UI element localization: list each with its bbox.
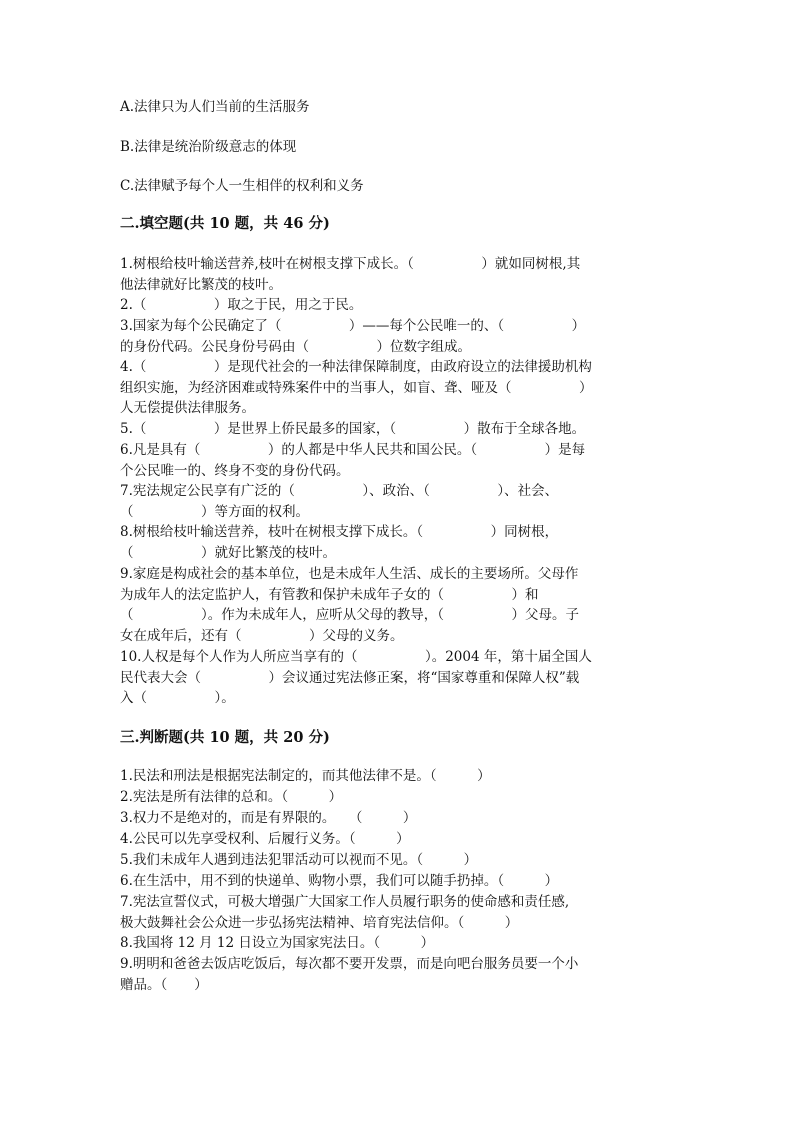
- question-line: 4.（ ）是现代社会的一种法律保障制度，由政府设立的法律援助机构: [120, 359, 592, 375]
- judge-question-1: [120, 766, 680, 787]
- question-line: 9.家庭是构成社会的基本单位，也是未成年人生活、成长的主要场所。父母作: [120, 566, 579, 582]
- judge-question-2: [120, 787, 680, 808]
- question-line: 2.宪法是所有法律的总和。（ ）: [120, 789, 343, 805]
- section-heading-fill-blank: 二.填空题(共 10 题，共 46 分): [120, 215, 330, 232]
- question-line: 组织实施，为经济困难或特殊案件中的当事人，如盲、聋、哑及（ ）: [120, 379, 593, 396]
- question-line: 1.民法和刑法是根据宪法制定的，而其他法律不是。（ ）: [120, 768, 491, 784]
- judge-question-5: [120, 850, 680, 871]
- question-line: 4.公民可以先享受权利、后履行义务。（ ）: [120, 831, 410, 847]
- question-line: 3.权力不是绝对的，而是有界限的。 （ ）: [120, 810, 417, 826]
- fill-question-6: [120, 440, 680, 481]
- fill-question-10: [120, 647, 680, 709]
- fill-question-2: [120, 295, 680, 316]
- question-line: 的身份代码。公民身份号码由（ ）位数字组成。: [120, 338, 471, 355]
- question-line: 7.宪法宣誓仪式，可极大增强广大国家工作人员履行职务的使命感和责任感,: [120, 894, 570, 910]
- question-line: 8.树根给枝叶输送营养，枝叶在树根支撑下成长。（ ）同树根，: [120, 524, 559, 540]
- judge-question-4: [120, 829, 680, 850]
- question-line: 6.凡是具有（ ）的人都是中华人民共和国公民。（ ）是每: [120, 442, 586, 458]
- question-line: 赠品。（ ）: [120, 976, 208, 993]
- option-a: A.法律只为人们当前的生活服务: [120, 99, 310, 115]
- question-line: 9.明明和爸爸去饭店吃饭后，每次都不要开发票，而是向吧台服务员要一个小: [120, 956, 579, 972]
- fill-question-7: [120, 481, 680, 522]
- judge-question-6: [120, 871, 680, 892]
- question-line: 个公民唯一的、终身不变的身份代码。: [120, 462, 350, 479]
- option-b: B.法律是统治阶级意志的体现: [120, 139, 297, 155]
- question-line: 人无偿提供法律服务。: [120, 400, 255, 417]
- question-line: 1.树根给枝叶输送营养,枝叶在树根支撑下成长。（ ）就如同树根,其: [120, 256, 581, 272]
- fill-question-5: [120, 419, 680, 440]
- judge-question-3: [120, 808, 680, 829]
- question-line: 入（ ）。: [120, 690, 235, 707]
- question-line: 为成年人的法定监护人，有管教和保护未成年子女的（ ）和: [120, 586, 539, 603]
- question-line: 10.人权是每个人作为人所应当享有的（ ）。2004 年，第十届全国人: [120, 649, 592, 665]
- judge-question-8: [120, 933, 680, 954]
- question-line: 女在成年后，还有（ ）父母的义务。: [120, 627, 404, 644]
- question-line: （ ）等方面的权利。: [120, 503, 309, 520]
- fill-question-4: [120, 357, 680, 419]
- question-line: 5.（ ）是世界上侨民最多的国家，（ ）散布于全球各地。: [120, 421, 586, 437]
- question-line: 3.国家为每个公民确定了（ ）——每个公民唯一的、（ ）: [120, 318, 586, 334]
- question-line: 他法律就好比繁茂的枝叶。: [120, 276, 282, 293]
- question-line: （ ）。作为未成年人，应听从父母的教导，（ ）父母。子: [120, 607, 579, 624]
- question-line: 2.（ ）取之于民，用之于民。: [120, 297, 363, 313]
- question-line: 极大鼓舞社会公众进一步弘扬宪法精神、培育宪法信仰。（ ）: [120, 914, 519, 931]
- question-line: 5.我们未成年人遇到违法犯罪活动可以视而不见。（ ）: [120, 852, 478, 868]
- question-line: 6.在生活中，用不到的快递单、购物小票，我们可以随手扔掉。（ ）: [120, 873, 559, 889]
- option-c: C.法律赋予每个人一生相伴的权利和义务: [120, 178, 364, 194]
- fill-question-1: [120, 254, 680, 295]
- fill-question-8: [120, 522, 680, 563]
- judge-question-9: [120, 954, 680, 995]
- question-line: 7.宪法规定公民享有广泛的（ ）、政治、（ ）、社会、: [120, 483, 559, 499]
- question-line: 民代表大会（ ）会议通过宪法修正案，将“国家尊重和保障人权”载: [120, 669, 580, 686]
- question-line: 8.我国将 12 月 12 日设立为国家宪法日。（ ）: [120, 935, 435, 951]
- section-heading-true-false: 三.判断题(共 10 题，共 20 分): [120, 729, 330, 746]
- judge-question-7: [120, 892, 680, 933]
- fill-question-3: [120, 316, 680, 357]
- fill-question-9: [120, 564, 680, 646]
- question-line: （ ）就好比繁茂的枝叶。: [120, 544, 336, 561]
